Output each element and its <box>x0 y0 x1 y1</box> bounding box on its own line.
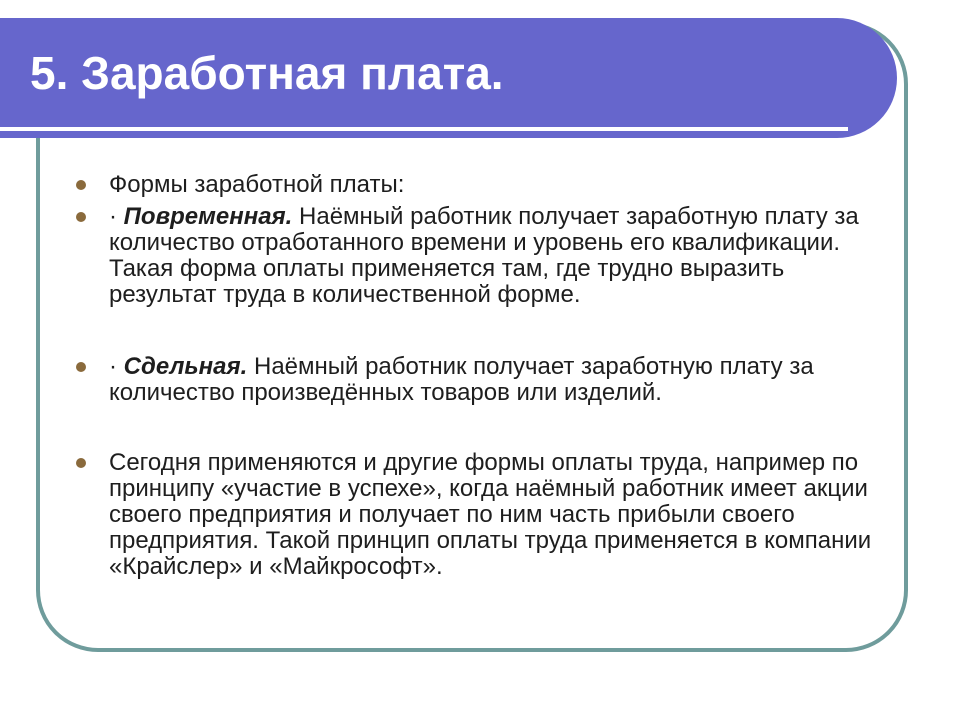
bullet-list <box>76 172 876 580</box>
bullet-prefix: · <box>109 203 124 230</box>
bullet-description: Наёмный работник получает заработную плату за количество отработанного времени и уровень его квалификации. Такая форма оплаты применяется там, где трудно выразить результат труда в количественной форме. <box>109 203 859 308</box>
bullet-item <box>76 172 876 198</box>
term-povremennaya: Повременная. <box>123 203 293 230</box>
bullet-dot-icon <box>76 362 86 372</box>
bullet-description: Наёмный работник получает заработную плату за количество произведённых товаров или изделий. <box>109 353 814 406</box>
bullet-paragraph <box>109 354 876 406</box>
term-sdelnaya: Сдельная. <box>123 353 248 380</box>
title-underline <box>0 127 848 131</box>
bullet-item <box>76 204 876 308</box>
slide-title: 5. Заработная плата. <box>30 47 504 99</box>
bullet-text: Сегодня применяются и другие формы оплаты труда, например по принципу «участие в успехе», когда наёмный работник имеет акции своего предприятия и получает по ним часть прибыли своего предприятия. Такой принцип оплаты труда применяется в компании «Крайслер» и «Майкрософт». <box>109 449 872 580</box>
bullet-text: Формы заработной платы: <box>109 171 405 198</box>
bullet-prefix: · <box>109 353 124 380</box>
bullet-dot-icon <box>76 180 86 190</box>
bullet-item <box>76 450 876 580</box>
bullet-item <box>76 354 876 406</box>
bullet-dot-icon <box>76 458 86 468</box>
bullet-paragraph <box>109 204 876 308</box>
bullet-dot-icon <box>76 212 86 222</box>
